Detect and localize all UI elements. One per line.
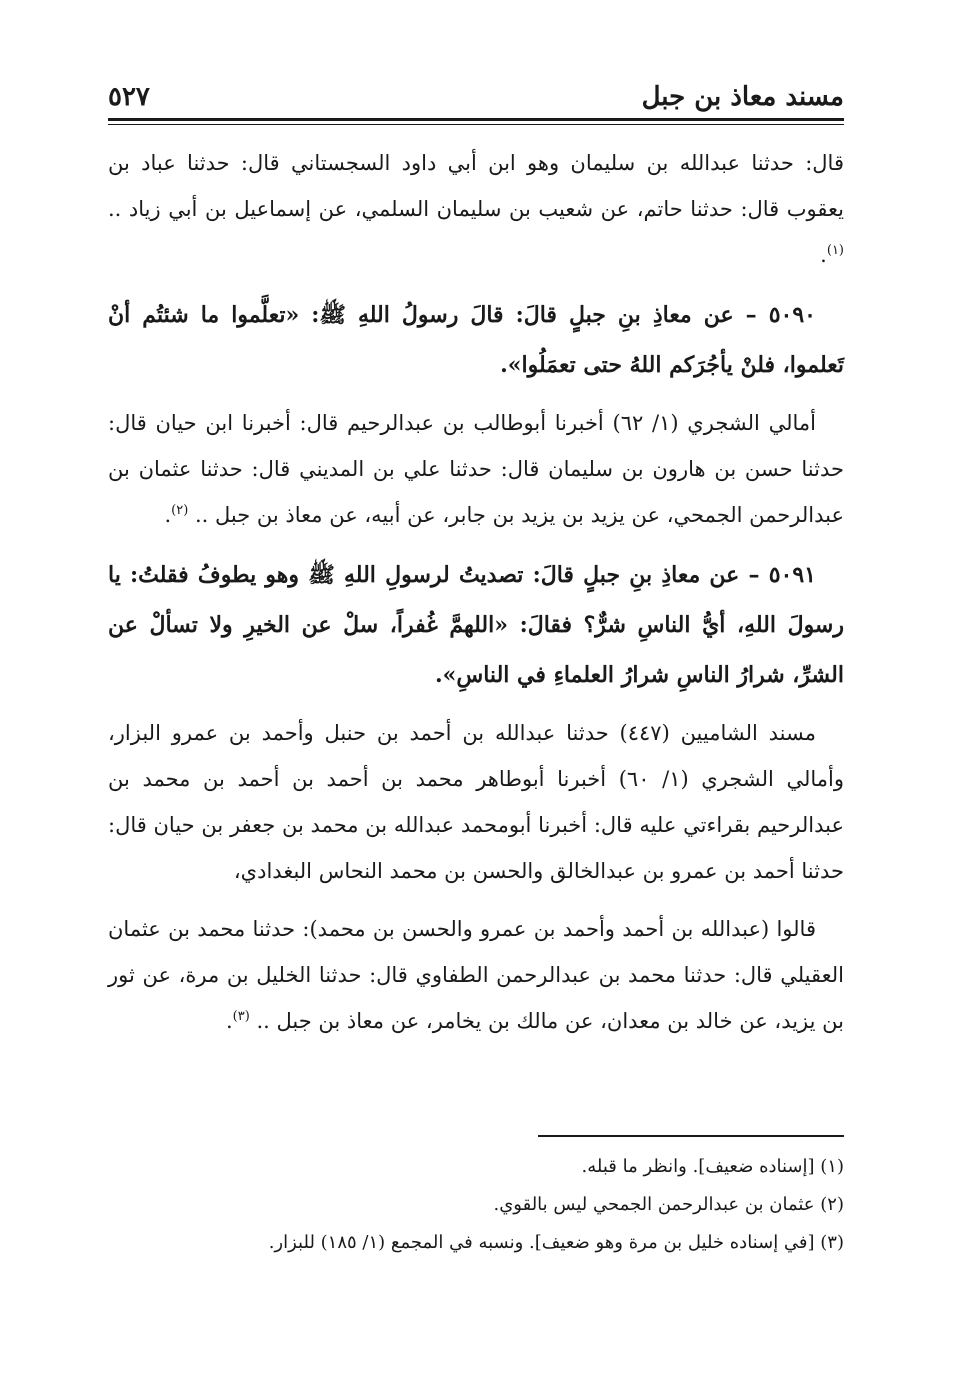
hadith-text-5090: – عن معاذِ بنِ جبلٍ قالَ: قالَ رسولُ اللهِ ﷺ: «تعلَّموا ما شئتُم أنْ تَعلموا، فلنْ يأجُرَكم اللهُ حتى تعمَلُوا».	[108, 302, 844, 378]
isnad-text-2: أمالي الشجري (١/ ٦٢) أخبرنا أبوطالب بن عبدالرحيم قال: أخبرنا ابن حيان قال: حدثنا حسن بن هارون بن سليمان قال: حدثنا علي بن المديني قال: حدثنا عثمان بن عبدالرحمن الجمحي، عن يزيد بن يزيد بن جابر، عن أبيه، عن معاذ بن جبل ..	[108, 411, 844, 527]
page-number: ٥٢٧	[108, 82, 150, 112]
hadith-5090	[108, 290, 844, 390]
running-title: مسند معاذ بن جبل	[641, 82, 844, 112]
isnad-text-1: قال: حدثنا عبدالله بن سليمان وهو ابن أبي داود السجستاني قال: حدثنا عباد بن يعقوب قال: حدثنا حاتم، عن شعيب بن سليمان السلمي، عن إسماعيل بن أبي زياد ..	[108, 151, 844, 221]
isnad-paragraph-4: قالوا (عبدالله بن أحمد وأحمد بن عمرو والحسن بن محمد): حدثنا محمد بن عثمان العقيلي قال: حدثنا محمد بن عبدالرحمن الطفاوي قال: حدثنا الخليل بن مرة، عن ثور بن يزيد، عن خالد بن معدان، عن مالك بن يخامر، عن معاذ بن جبل .. $^{(٣)}$.	[108, 917, 844, 1033]
footnotes	[108, 1148, 844, 1262]
footnote-rule	[538, 1135, 844, 1137]
isnad-paragraph-3	[108, 710, 844, 894]
footnote-1: (١) [إسناده ضعيف]. وانظر ما قبله.	[581, 1156, 844, 1177]
hadith-number-5091: ٥٠٩١	[768, 562, 816, 588]
isnad-text-4: قالوا (عبدالله بن أحمد وأحمد بن عمرو والحسن بن محمد): حدثنا محمد بن عثمان العقيلي قال: حدثنا محمد بن عبدالرحمن الطفاوي قال: حدثنا الخليل بن مرة، عن ثور بن يزيد، عن خالد بن معدان، عن مالك بن يخامر، عن معاذ بن جبل ..	[108, 917, 844, 1033]
footnote-3: (٣) [في إسناده خليل بن مرة وهو ضعيف]. ونسبه في المجمع (١/ ١٨٥) للبزار.	[268, 1232, 844, 1253]
footnote-ref-3: (٣)	[232, 1009, 250, 1024]
page-header	[108, 78, 844, 118]
footnote-ref-1: (١)	[826, 243, 844, 258]
footnote-2: (٢) عثمان بن عبدالرحمن الجمحي ليس بالقوي.	[493, 1194, 844, 1215]
header-rule-thick	[108, 118, 844, 121]
isnad-text-3: مسند الشاميين (٤٤٧) حدثنا عبدالله بن أحمد بن حنبل وأحمد بن عمرو البزار، وأمالي الشجري (١/ ٦٠) أخبرنا أبوطاهر محمد بن أحمد بن أحمد بن محمد بن عبدالرحيم بقراءتي عليه قال: أخبرنا أبومحمد عبدالله بن محمد بن جعفر بن حيان قال: حدثنا أحمد بن عمرو بن عبدالخالق والحسن بن محمد النحاس البغدادي،	[108, 721, 844, 883]
footnote-ref-2: (٢)	[171, 503, 189, 518]
isnad-paragraph-1: قال: حدثنا عبدالله بن سليمان وهو ابن أبي داود السجستاني قال: حدثنا عباد بن يعقوب قال: حدثنا حاتم، عن شعيب بن سليمان السلمي، عن إسماعيل بن أبي زياد .. $^{(١)}$.	[108, 151, 844, 267]
page-body	[108, 140, 844, 1056]
hadith-number-5090: ٥٠٩٠	[768, 302, 816, 328]
hadith-5091	[108, 550, 844, 700]
isnad-paragraph-2: أمالي الشجري (١/ ٦٢) أخبرنا أبوطالب بن عبدالرحيم قال: أخبرنا ابن حيان قال: حدثنا حسن بن هارون بن سليمان قال: حدثنا علي بن المديني قال: حدثنا عثمان بن عبدالرحمن الجمحي، عن يزيد بن يزيد بن جابر، عن أبيه، عن معاذ بن جبل .. $^{(٢)}$.	[108, 411, 844, 527]
header-rule-thin	[108, 124, 844, 125]
hadith-text-5091: – عن معاذِ بنِ جبلٍ قالَ: تصديتُ لرسولِ اللهِ ﷺ وهو يطوفُ فقلتُ: يا رسولَ اللهِ، أيُّ الناسِ شرٌّ؟ فقالَ: «اللهمَّ غُفراً، سلْ عن الخيرِ ولا تسألْ عن الشرِّ، شرارُ الناسِ شرارُ العلماءِ في الناسِ».	[108, 562, 844, 688]
